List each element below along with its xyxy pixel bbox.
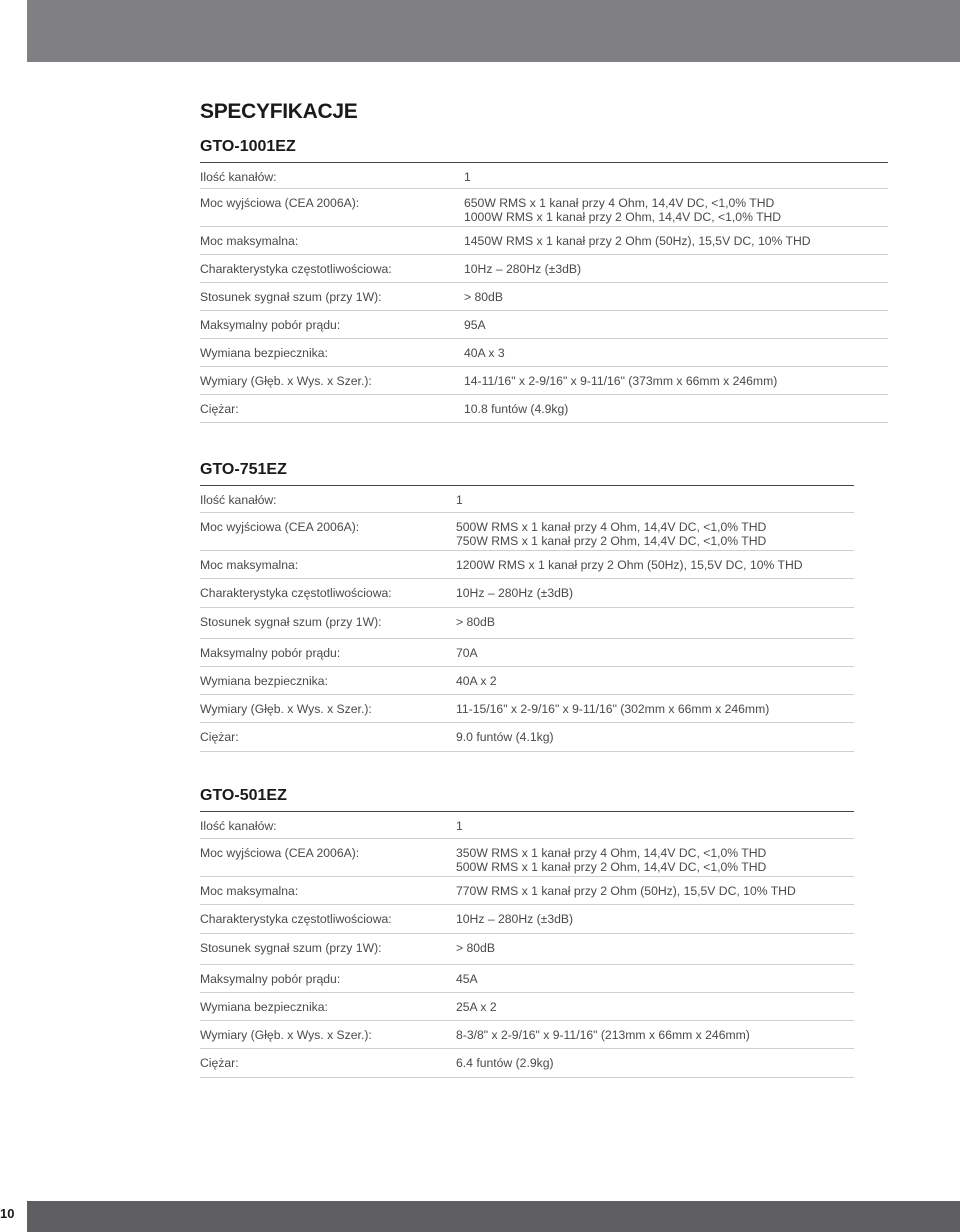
spec-row [200,189,888,227]
spec-value: 10Hz – 280Hz (±3dB) [464,262,582,276]
spec-label: Ciężar: [200,730,239,744]
spec-row [200,395,888,423]
spec-label: Ilość kanałów: [200,170,277,184]
spec-row [200,339,888,367]
spec-value: 6.4 funtów (2.9kg) [456,1056,554,1070]
page-number: 10 [0,1206,15,1221]
header-bar [27,0,960,62]
spec-row [200,1021,854,1049]
model-title: GTO-501EZ [200,787,287,804]
spec-label: Stosunek sygnał szum (przy 1W): [200,941,382,955]
spec-table [200,162,888,423]
spec-value: 10.8 funtów (4.9kg) [464,402,569,416]
spec-row [200,723,854,752]
spec-row [200,283,888,311]
spec-label: Maksymalny pobór prądu: [200,318,341,332]
spec-value: 1 [464,170,471,184]
spec-value: 9.0 funtów (4.1kg) [456,730,554,744]
model-title: GTO-751EZ [200,461,287,478]
spec-row [200,812,854,839]
spec-value: 1 [456,493,463,507]
spec-row [200,965,854,993]
spec-label: Wymiary (Głęb. x Wys. x Szer.): [200,374,372,388]
footer-bar [27,1201,960,1232]
spec-label: Wymiary (Głęb. x Wys. x Szer.): [200,702,372,716]
model-section-gto-501ez [200,786,854,1078]
spec-row [200,993,854,1021]
model-section-gto-1001ez [200,137,888,423]
spec-value: 500W RMS x 1 kanał przy 4 Ohm, 14,4V DC, <1,0% THD 750W RMS x 1 kanał przy 2 Ohm, 14,4V DC, <1,0% THD [456,520,767,548]
spec-row [200,608,854,639]
spec-label: Charakterystyka częstotliwościowa: [200,586,392,600]
spec-label: Stosunek sygnał szum (przy 1W): [200,290,382,304]
spec-value: 1 [456,819,463,833]
spec-value: 8-3/8" x 2-9/16" x 9-11/16" (213mm x 66mm x 246mm) [456,1028,750,1042]
page-title: SPECYFIKACJE [200,100,358,123]
spec-label: Moc maksymalna: [200,558,299,572]
spec-row [200,486,854,513]
spec-row [200,905,854,934]
spec-table [200,485,854,752]
spec-label: Moc wyjściowa (CEA 2006A): [200,520,360,534]
spec-label: Wymiana bezpiecznika: [200,674,328,688]
spec-label: Ciężar: [200,402,239,416]
spec-value: 14-11/16" x 2-9/16" x 9-11/16" (373mm x 66mm x 246mm) [464,374,778,388]
spec-label: Moc maksymalna: [200,234,299,248]
spec-value: 350W RMS x 1 kanał przy 4 Ohm, 14,4V DC, <1,0% THD 500W RMS x 1 kanał przy 2 Ohm, 14,4V DC, <1,0% THD [456,846,767,874]
spec-label: Wymiana bezpiecznika: [200,346,328,360]
spec-value: 11-15/16" x 2-9/16" x 9-11/16" (302mm x 66mm x 246mm) [456,702,770,716]
spec-label: Charakterystyka częstotliwościowa: [200,912,392,926]
spec-value: 10Hz – 280Hz (±3dB) [456,912,574,926]
spec-table [200,811,854,1078]
spec-label: Moc wyjściowa (CEA 2006A): [200,846,360,860]
spec-row [200,667,854,695]
spec-row [200,311,888,339]
spec-row [200,877,854,905]
spec-label: Ciężar: [200,1056,239,1070]
spec-label: Wymiary (Głęb. x Wys. x Szer.): [200,1028,372,1042]
spec-label: Wymiana bezpiecznika: [200,1000,328,1014]
spec-label: Moc maksymalna: [200,884,299,898]
spec-row [200,227,888,255]
spec-value: 40A x 3 [464,346,505,360]
spec-row [200,367,888,395]
spec-value: > 80dB [456,941,495,955]
spec-value: 10Hz – 280Hz (±3dB) [456,586,574,600]
spec-value: 650W RMS x 1 kanał przy 4 Ohm, 14,4V DC, <1,0% THD 1000W RMS x 1 kanał przy 2 Ohm, 14,4V DC, <1,0% THD [464,196,782,224]
spec-value: 25A x 2 [456,1000,497,1014]
model-title: GTO-1001EZ [200,138,296,155]
model-section-gto-751ez [200,460,854,752]
spec-row [200,1049,854,1078]
spec-row [200,551,854,579]
spec-value: 95A [464,318,486,332]
spec-row [200,163,888,189]
spec-row [200,255,888,283]
spec-row [200,934,854,965]
spec-label: Maksymalny pobór prądu: [200,972,341,986]
spec-label: Maksymalny pobór prądu: [200,646,341,660]
spec-value: > 80dB [456,615,495,629]
spec-value: 70A [456,646,478,660]
spec-row [200,513,854,551]
spec-row [200,639,854,667]
spec-value: 770W RMS x 1 kanał przy 2 Ohm (50Hz), 15,5V DC, 10% THD [456,884,796,898]
spec-row [200,695,854,723]
spec-value: 1450W RMS x 1 kanał przy 2 Ohm (50Hz), 15,5V DC, 10% THD [464,234,811,248]
spec-label: Stosunek sygnał szum (przy 1W): [200,615,382,629]
spec-value: 40A x 2 [456,674,497,688]
spec-value: 1200W RMS x 1 kanał przy 2 Ohm (50Hz), 15,5V DC, 10% THD [456,558,803,572]
spec-row [200,579,854,608]
spec-label: Charakterystyka częstotliwościowa: [200,262,392,276]
spec-row [200,839,854,877]
spec-value: 45A [456,972,478,986]
spec-label: Ilość kanałów: [200,493,277,507]
spec-label: Ilość kanałów: [200,819,277,833]
spec-value: > 80dB [464,290,503,304]
spec-label: Moc wyjściowa (CEA 2006A): [200,196,360,210]
